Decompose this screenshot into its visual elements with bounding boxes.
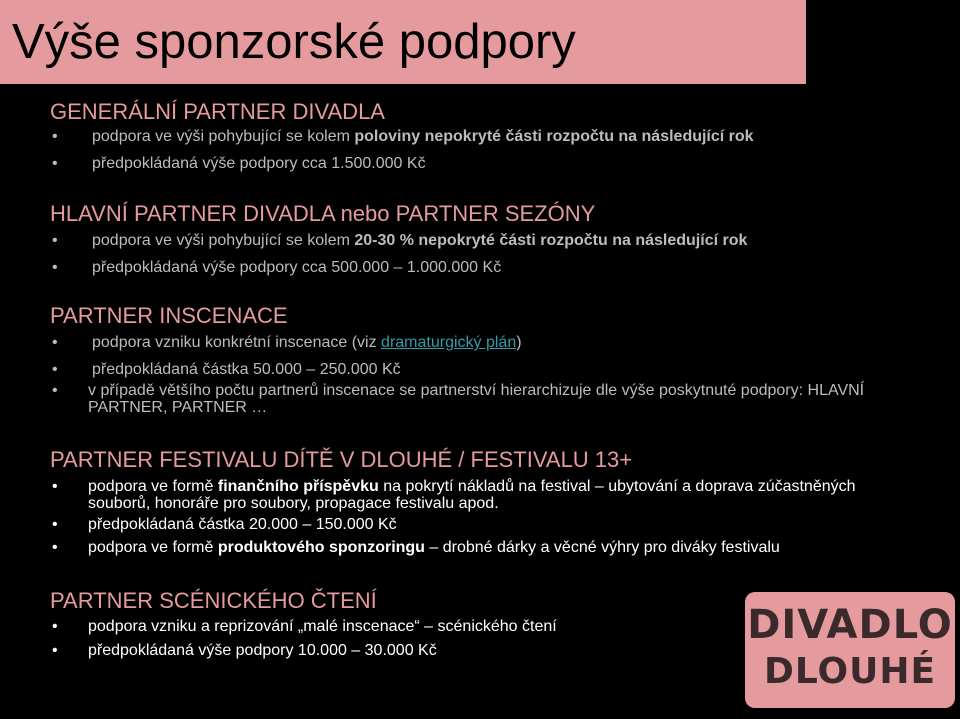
section-heading: GENERÁLNÍ PARTNER DIVADLA bbox=[50, 99, 385, 124]
list-item: • podpora ve formě finančního příspěvku na pokrytí nákladů na festival – ubytování a doprava zúčastněných souborů, honoráře pro soubory, propagace festivalu apod. bbox=[50, 478, 908, 516]
section-heading: HLAVNÍ PARTNER DIVADLA nebo PARTNER SEZÓNY bbox=[50, 201, 596, 226]
list-item: • podpora ve výši pohybující se kolem poloviny nepokryté části rozpočtu na následující rok bbox=[50, 128, 930, 155]
section-heading: PARTNER INSCENACE bbox=[50, 303, 288, 328]
list-item: • předpokládaná částka 20.000 – 150.000 Kč bbox=[50, 516, 930, 539]
bullet-list bbox=[50, 334, 930, 416]
list-item: • podpora vzniku konkrétní inscenace (viz dramaturgický plán) bbox=[50, 334, 930, 361]
dramaturgy-plan-link[interactable]: dramaturgický plán bbox=[381, 334, 517, 351]
list-item: • předpokládaná výše podpory cca 500.000 – 1.000.000 Kč bbox=[50, 259, 930, 276]
list-item: • v případě většího počtu partnerů inscenace se partnerství hierarchizuje dle výše poskytnuté podpory: HLAVNÍ PARTNER, PARTNER … bbox=[50, 382, 888, 416]
section-heading: PARTNER FESTIVALU DÍTĚ V DLOUHÉ / FESTIVALU 13+ bbox=[50, 447, 633, 472]
list-item: • předpokládaná částka 50.000 – 250.000 Kč bbox=[50, 361, 930, 382]
logo-line-1: DIVADLO bbox=[747, 602, 953, 648]
list-item: • podpora ve formě produktového sponzoringu – drobné dárky a věcné výhry pro diváky festivalu bbox=[50, 539, 930, 556]
page-title: Výše sponzorské podpory bbox=[12, 15, 576, 69]
list-item: • předpokládaná výše podpory 10.000 – 30.000 Kč bbox=[50, 642, 930, 659]
section-main-partner bbox=[50, 201, 930, 276]
section-festival-partner bbox=[50, 447, 930, 556]
divadlo-dlouhe-logo bbox=[745, 592, 955, 708]
list-item: • podpora ve výši pohybující se kolem 20-30 % nepokryté části rozpočtu na následující rok bbox=[50, 232, 930, 259]
section-heading: PARTNER SCÉNICKÉHO ČTENÍ bbox=[50, 588, 377, 613]
bullet-list bbox=[50, 478, 930, 556]
bullet-list bbox=[50, 128, 930, 172]
logo-line-2: DLOUHÉ bbox=[763, 651, 937, 692]
bullet-list bbox=[50, 232, 930, 276]
list-item: • podpora vzniku a reprizování „malé inscenace“ – scénického čtení bbox=[50, 618, 930, 642]
list-item: • předpokládaná výše podpory cca 1.500.000 Kč bbox=[50, 155, 930, 172]
section-general-partner bbox=[50, 99, 930, 172]
section-production-partner bbox=[50, 303, 930, 416]
